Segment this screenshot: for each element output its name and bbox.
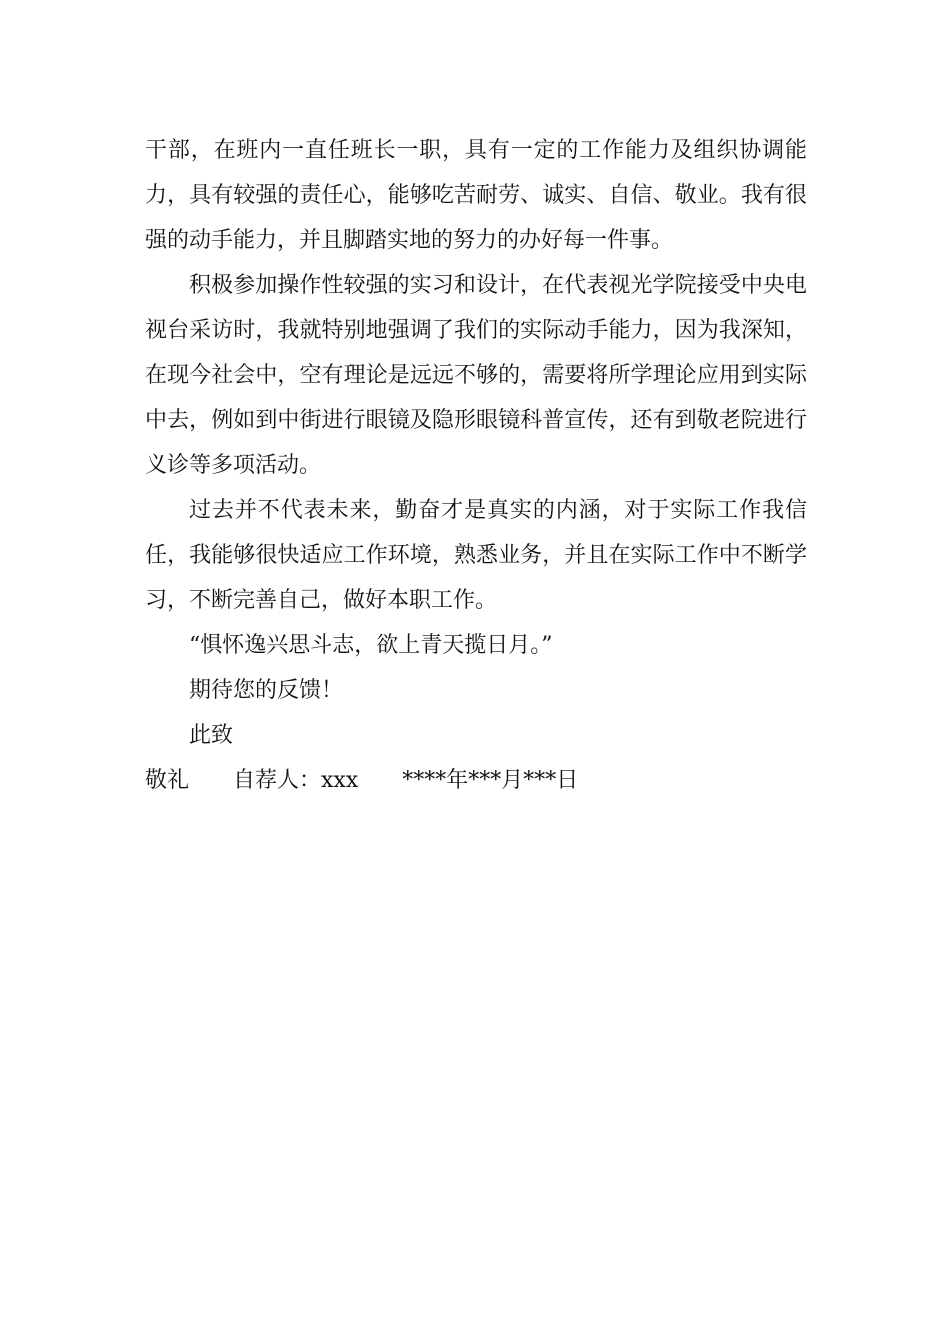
regards-text: 敬礼 — [145, 768, 190, 793]
paragraph-3: 过去并不代表未来，勤奋才是真实的内涵，对于实际工作我信任，我能够很快适应工作环境，熟悉业务，并且在实际工作中不断学习，不断完善自己，做好本职工作。 — [145, 498, 807, 613]
closing-line — [145, 758, 807, 803]
salutation-line: 此致 — [189, 723, 234, 748]
letter-body — [145, 128, 807, 803]
paragraph-1: 干部，在班内一直任班长一职，具有一定的工作能力及组织协调能力，具有较强的责任心，能够吃苦耐劳、诚实、自信、敬业。我有很强的动手能力，并且脚踏实地的努力的办好每一件事。 — [145, 138, 807, 253]
date-text: ****年***月***日 — [402, 768, 579, 793]
paragraph-2: 积极参加操作性较强的实习和设计，在代表视光学院接受中央电视台采访时，我就特别地强调了我们的实际动手能力，因为我深知，在现今社会中，空有理论是远远不够的，需要将所学理论应用到实际中去，例如到中街进行眼镜及隐形眼镜科普宣传，还有到敬老院进行义诊等多项活动。 — [145, 273, 807, 478]
signer-text: 自荐人：xxx — [233, 768, 359, 793]
quote-line: “惧怀逸兴思斗志，欲上青天揽日月。” — [189, 633, 553, 658]
expect-feedback-line: 期待您的反馈！ — [189, 678, 344, 703]
